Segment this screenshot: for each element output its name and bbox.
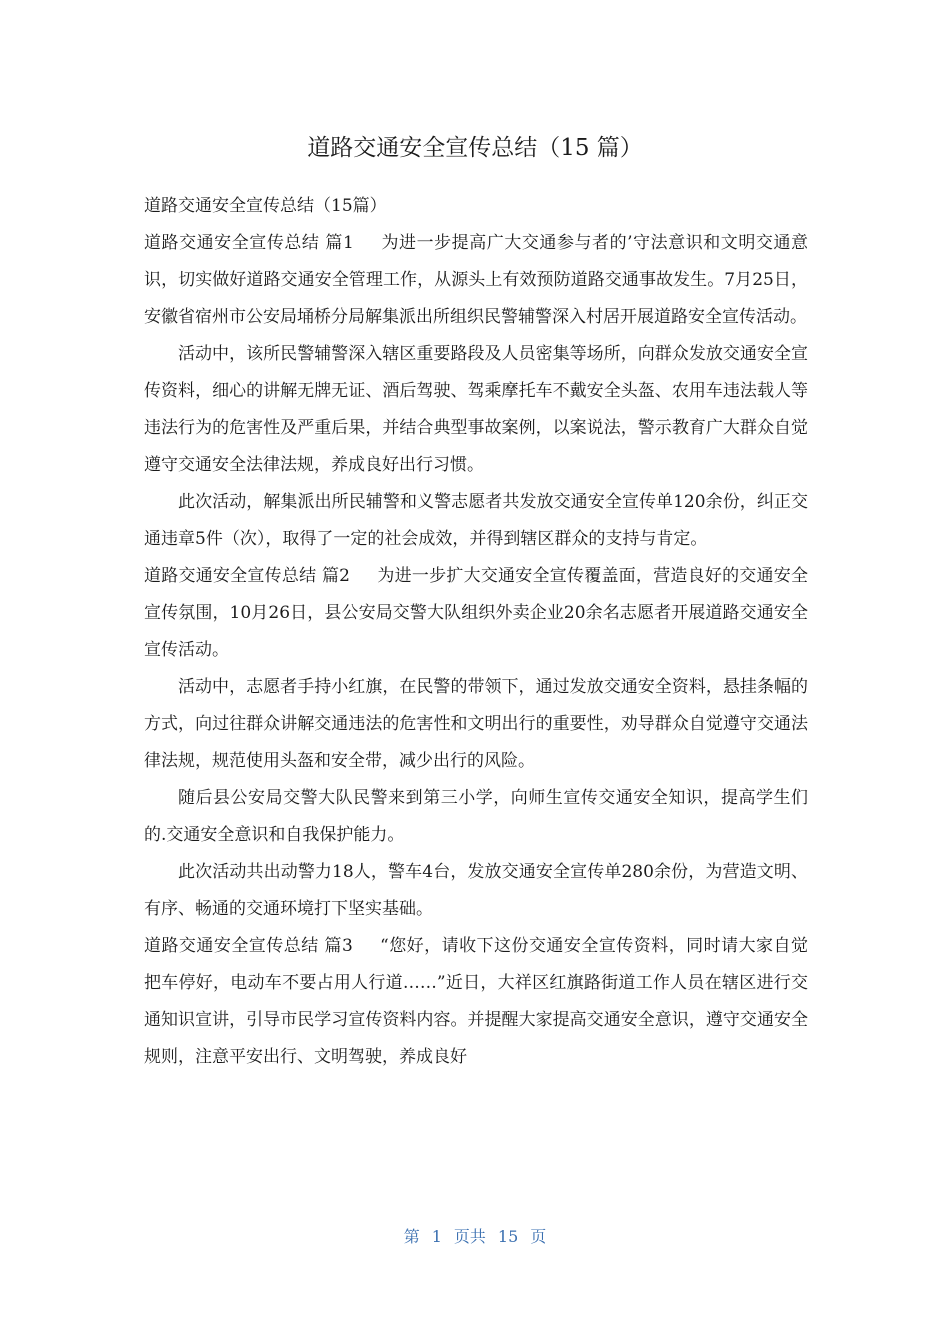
- footer-current-page: 1: [431, 1227, 442, 1246]
- section-1-paragraph-1: 活动中，该所民警辅警深入辖区重要路段及人员密集等场所，向群众发放交通安全宣传资料，细心的讲解无牌无证、酒后驾驶、驾乘摩托车不戴安全头盔、农用车违法载人等违法行为的危害性及严重后果，并结合典型事故案例，以案说法，警示教育广大群众自觉遵守交通安全法律法规，养成良好出行习惯。: [144, 344, 808, 475]
- footer-mid: 页共: [453, 1227, 486, 1246]
- section-1-paragraph-2: 此次活动，解集派出所民辅警和义警志愿者共发放交通安全宣传单120余份，纠正交通违章5件（次），取得了一定的社会成效，并得到辖区群众的支持与肯定。: [144, 492, 808, 549]
- section-3-lead-text: “您好，请收下这份交通安全宣传资料，同时请大家自觉把车停好，电动车不要占用人行道……”近日，大祥区红旗路街道工作人员在辖区进行交通知识宣讲，引导市民学习宣传资料内容。并提醒大家提高交通安全意识，遵守交通安全规则，注意平安出行、文明驾驶，养成良好: [144, 936, 808, 1067]
- section-2-lead-paragraph: [144, 558, 808, 669]
- section-1-label: 道路交通安全宣传总结 篇1: [144, 233, 354, 253]
- section-1-lead-text: 为进一步提高广大交通参与者的’守法意识和文明交通意识，切实做好道路交通安全管理工作，从源头上有效预防道路交通事故发生。7月25日，安徽省宿州市公安局埇桥分局解集派出所组织民警辅警深入村居开展道路安全宣传活动。: [144, 233, 808, 327]
- section-2-paragraph-1: 活动中，志愿者手持小红旗，在民警的带领下，通过发放交通安全资料，悬挂条幅的方式，向过往群众讲解交通违法的危害性和文明出行的重要性，劝导群众自觉遵守交通法律法规，规范使用头盔和安全带，减少出行的风险。: [144, 677, 808, 771]
- section-3-label: 道路交通安全宣传总结 篇3: [144, 936, 353, 956]
- section-2-label: 道路交通安全宣传总结 篇2: [144, 566, 351, 586]
- document-body: [144, 188, 808, 1076]
- section-1-lead-paragraph: [144, 225, 808, 336]
- document-title: 道路交通安全宣传总结（15 篇）: [307, 135, 643, 161]
- footer-total-pages: 15: [497, 1227, 519, 1246]
- document-subtitle: 道路交通安全宣传总结（15篇）: [144, 196, 387, 216]
- section-3-lead-paragraph: [144, 928, 808, 1076]
- page-footer: [0, 1224, 950, 1250]
- section-2-paragraph-3: 此次活动共出动警力18人，警车4台，发放交通安全宣传单280余份，为营造文明、有序、畅通的交通环境打下坚实基础。: [144, 862, 808, 919]
- footer-prefix: 第: [403, 1227, 420, 1246]
- section-2-paragraph-2: 随后县公安局交警大队民警来到第三小学，向师生宣传交通安全知识，提高学生们的.交通安全意识和自我保护能力。: [144, 788, 808, 845]
- footer-suffix: 页: [530, 1227, 547, 1246]
- section-2-lead-text: 为进一步扩大交通安全宣传覆盖面，营造良好的交通安全宣传氛围，10月26日，县公安局交警大队组织外卖企业20余名志愿者开展道路交通安全宣传活动。: [144, 566, 808, 660]
